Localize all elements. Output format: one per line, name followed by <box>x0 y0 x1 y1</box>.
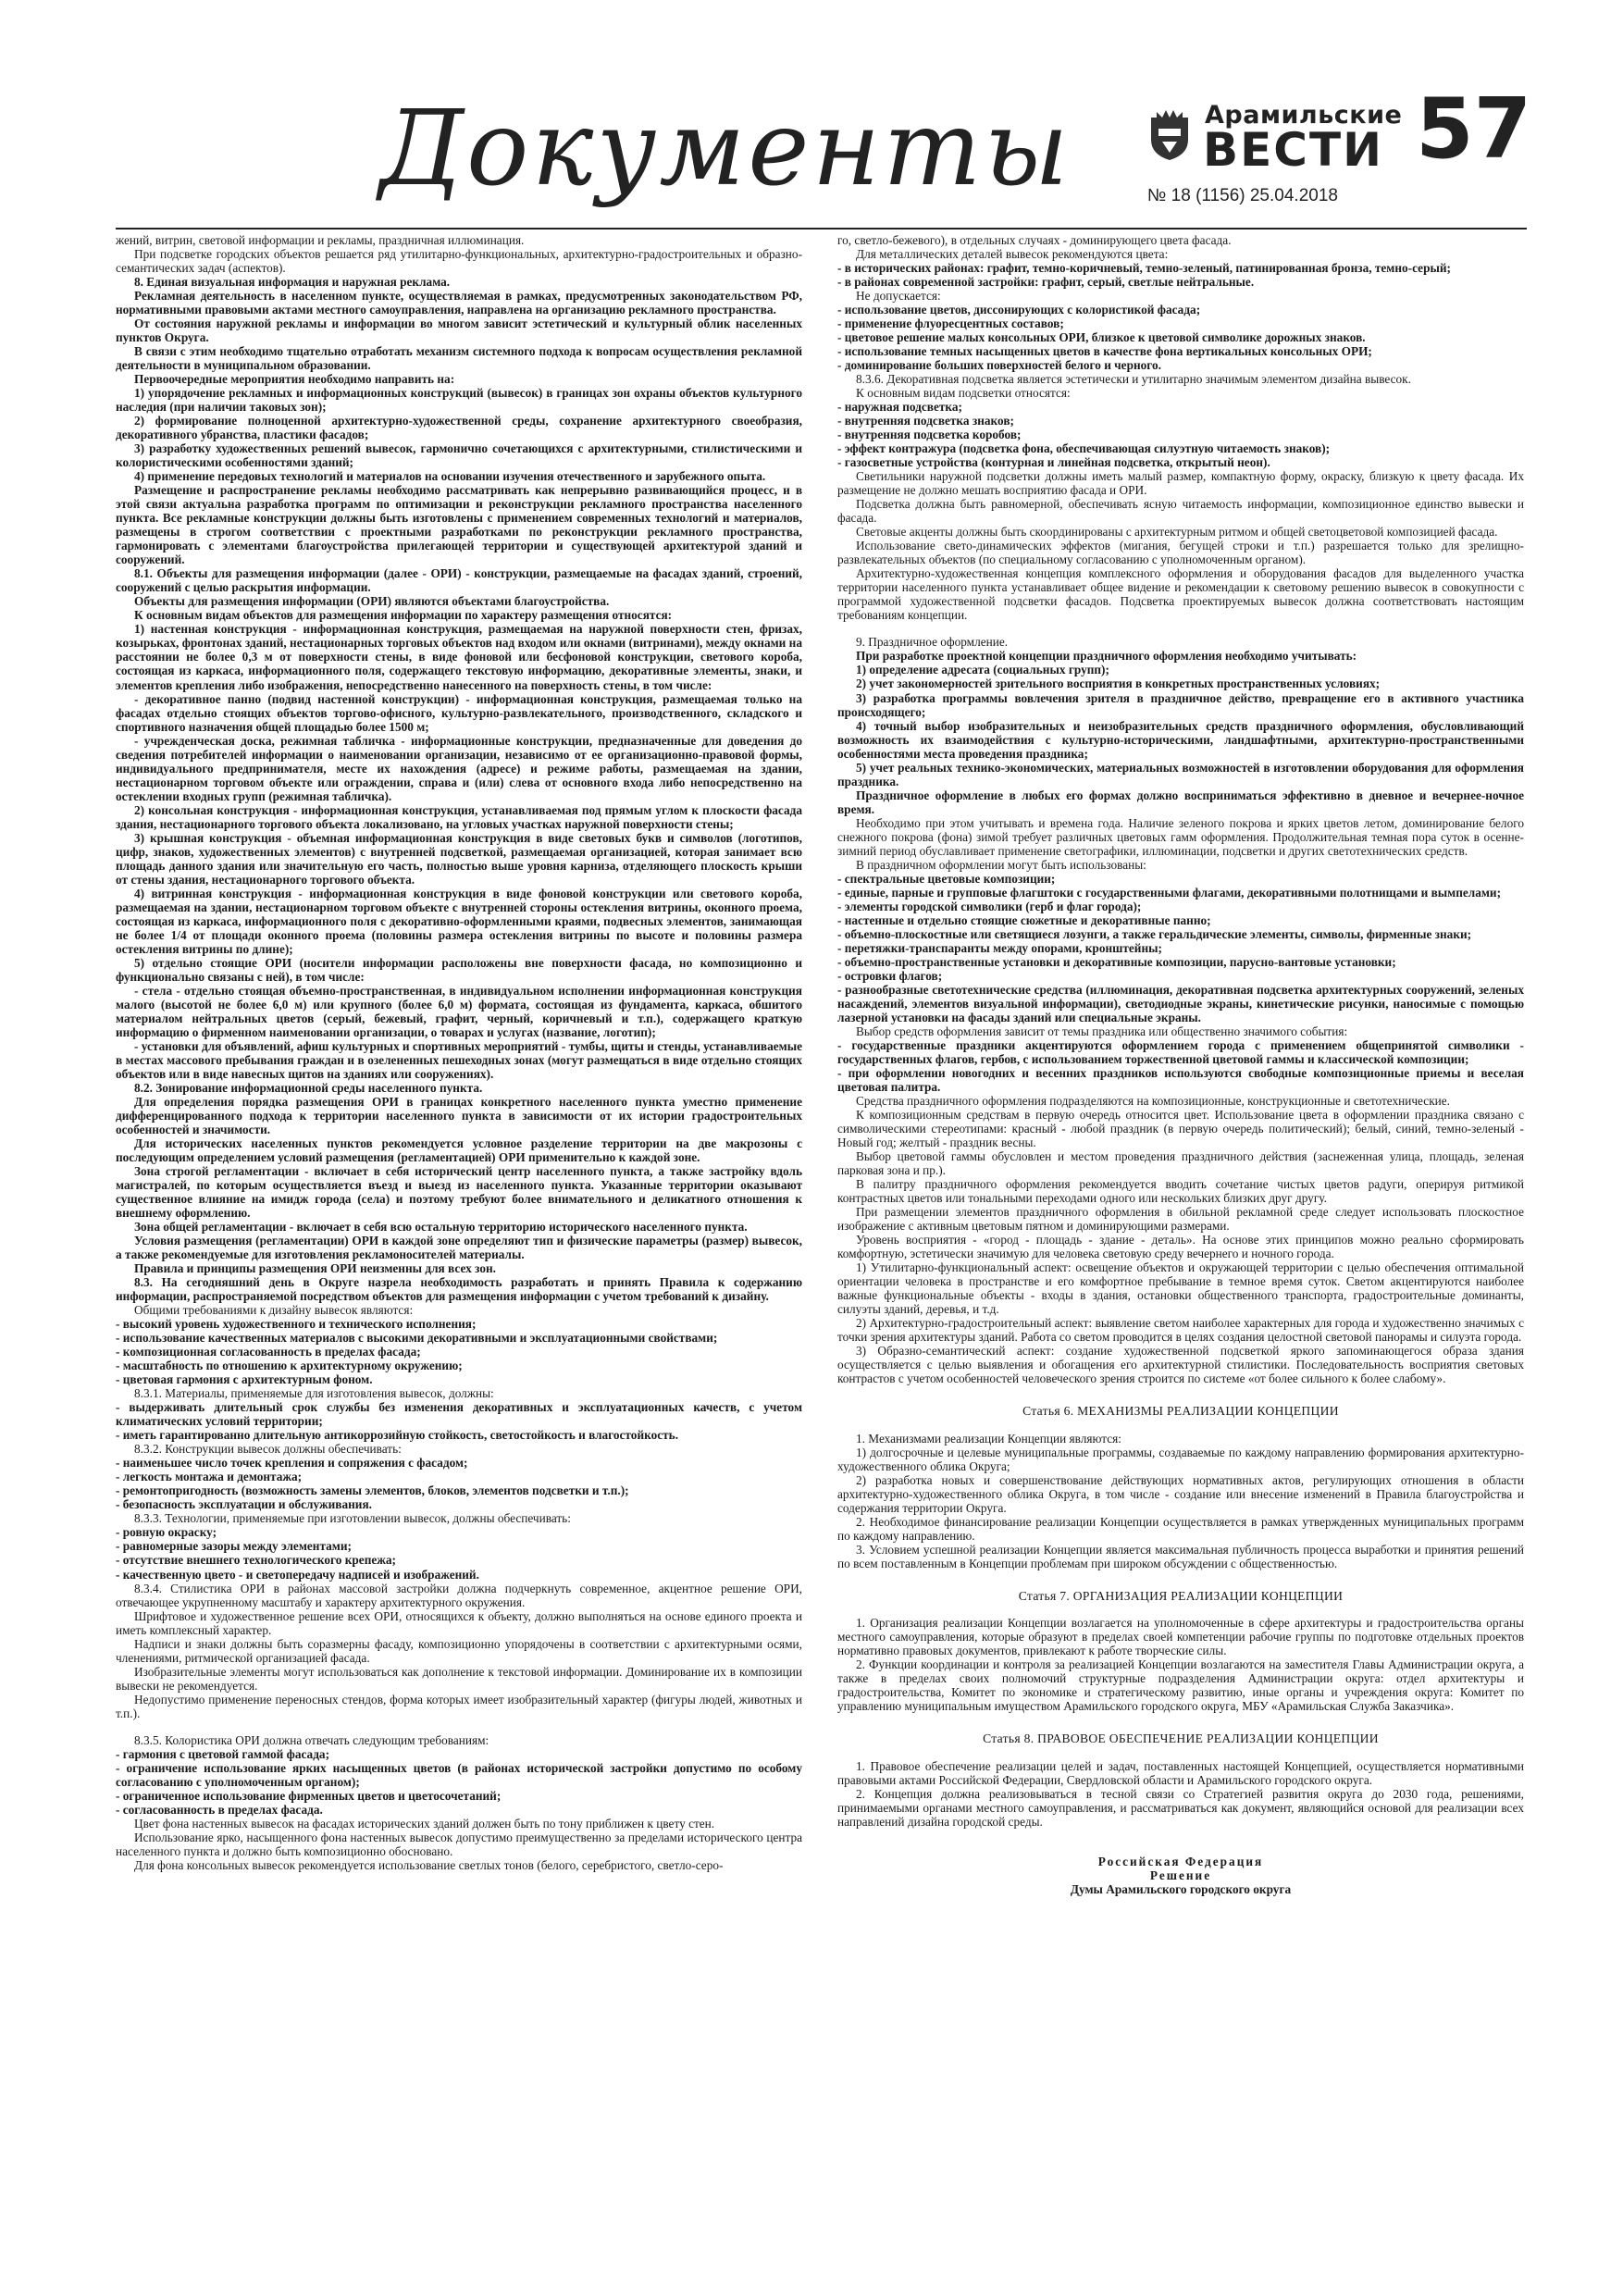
paragraph: Использование свето-динамических эффектов (мигания, бегущей строки и т.п.) разрешается только для зрелищно-развлекательных объектов (по специальному согласованию с уполномоченным органом). <box>837 539 1524 567</box>
article-heading: Статья 7. ОРГАНИЗАЦИЯ РЕАЛИЗАЦИИ КОНЦЕПЦИИ <box>1018 1588 1344 1603</box>
paragraph: Для фона консольных вывесок рекомендуется использование светлых тонов (белого, серебристого, светло-серо- <box>134 1857 724 1872</box>
paragraph: 3) разработку художественных решений вывесок, гармонично сочетающихся с архитектурными, стилистическими и колористическими особенностями зданий; <box>116 441 802 470</box>
paragraph: При подсветке городских объектов решается ряд утилитарно-функциональных, архитектурно-градостроительных и образно-семантических задач (аспектов). <box>116 247 802 276</box>
paragraph: Шрифтовое и художественное решение всех ОРИ, относящихся к объекту, должно выполняться на основе единого проекта и иметь комплексный характер. <box>116 1608 802 1637</box>
paragraph: - выдерживать длительный срок службы без изменения декоративных и эксплуатационных качеств, с учетом климатических условий территории; <box>116 1400 802 1429</box>
paragraph: 1) упорядочение рекламных и информационных конструкций (вывесок) в границах зон охраны объектов культурного наследия (при наличии таковых зон); <box>116 386 802 415</box>
paragraph: - эффект контражура (подсветка фона, обеспечивающая силуэтную читаемость знаков); <box>837 441 1331 456</box>
paragraph: - масштабность по отношению к архитектурному окружению; <box>116 1359 463 1373</box>
paragraph: - декоративное панно (подвид настенной конструкции) - информационная конструкция, размещаемая только на фасадах отдельно стоящих объектов торгово-офисного, культурно-развлекательного, производственного, складского и спортивного назначения общей площадью более 1500 м; <box>116 691 802 734</box>
paragraph: 2) учет закономерностей зрительного восприятия в конкретных пространственных условиях; <box>856 676 1381 691</box>
paragraph: В палитру праздничного оформления рекомендуется вводить сочетание чистых цветов радуги, оперируя ритмикой контрастных цветов или тональными переходами одного или нескольких близких друг другу. <box>837 1177 1524 1206</box>
paragraph: 8.3.6. Декоративная подсветка является эстетически и утилитарно значимым элементом дизайна вывесок. <box>856 372 1411 387</box>
decision-heading: Российская Федерация <box>1097 1854 1264 1868</box>
paragraph: - внутренняя подсветка знаков; <box>837 414 1014 428</box>
paragraph: К основным видам подсветки относятся: <box>856 386 1071 401</box>
spacer <box>837 1842 1524 1855</box>
paragraph: 3) крышная конструкция - объемная информационная конструкция в виде световых букв и символов (логотипов, цифр, знаков, художественных элементов) с внутренней подсветкой, размещаемая организацией, которая занимает всю площадь данного здания или значительную его часть, полностью выше уровня карниза, отделяющего плоскость крыши от стены здания, нестационарного торгового объекта. <box>116 830 802 887</box>
paragraph: - газосветные устройства (контурная и линейная подсветка, открытый неон). <box>837 455 1270 470</box>
paragraph: Архитектурно-художественная концепция комплексного оформления и оборудования фасадов для выделенного участка территории населенного пункта устанавливает общее видение и рекомендации к световому решению вывесок в совокупности с программой художественной подсветки фасадов. Подсветка проектируемых вывесок должна соответствовать настоящим требованиям концепции. <box>837 566 1524 623</box>
paragraph: Первоочередные мероприятия необходимо направить на: <box>134 372 455 387</box>
issue-info: № 18 (1156) 25.04.2018 <box>1147 186 1338 205</box>
paragraph: 8.3.4. Стилистика ОРИ в районах массовой застройки должна подчеркнуть современное, акцентное решение ОРИ, отвечающее укрупненному масштабу и характеру архитектурного окружения. <box>116 1581 802 1609</box>
paragraph: 8. Единая визуальная информация и наружная реклама. <box>134 275 451 290</box>
paragraph: 2) формирование полноценной архитектурно-художественной среды, сохранение архитектурного своеобразия, декоративного убранства, пластики фасадов; <box>116 414 802 442</box>
header-rule <box>116 228 1527 230</box>
paragraph: - разнообразные светотехнические средства (иллюминация, декоративная подсветка архитектурных сооружений, зеленых насаждений, элементов визуальной информации), светодиодные экраны, кинетические рисунки, наносимые с помощью лазерной установки на фасады зданий или специальные экраны. <box>837 982 1524 1024</box>
paragraph: В праздничном оформлении могут быть использованы: <box>856 857 1146 872</box>
spacer <box>837 622 1524 635</box>
paragraph: 1. Организация реализации Концепции возлагается на уполномоченные в сфере архитектуры и градостроительства органы местного самоуправления, которые образуют в пределах своей компетенции рабочие группы по подготовке отдельных проектов нормативно правовых документов, привлекают к работе творческие силы. <box>837 1616 1524 1658</box>
spacer <box>116 1720 802 1733</box>
paragraph: - качественную цвето - и светопередачу надписей и изображений. <box>116 1567 479 1582</box>
paragraph: - объемно-плоскостные или светящиеся лозунги, а также геральдические элементы, символы, фирменные знаки; <box>837 926 1472 941</box>
paragraph: 2) консольная конструкция - информационная конструкция, устанавливаемая под прямым углом к плоскости фасада здания, нестационарного торгового объекта локализовано, на угловых участках наружной поверхности стены; <box>116 802 802 831</box>
paragraph: При разработке проектной концепции праздничного оформления необходимо учитывать: <box>856 649 1357 664</box>
paragraph: Не допускается: <box>856 289 941 304</box>
paragraph: Светильники наружной подсветки должны иметь малый размер, компактную форму, окраску, близкую к цвету фасада. Их размещение не должно мешать восприятию фасада и ОРИ. <box>837 469 1524 498</box>
paragraph: - использование цветов, диссонирующих с колористикой фасада; <box>837 303 1201 317</box>
spacer <box>837 1829 1524 1842</box>
paragraph: 3. Условием успешной реализации Концепции является максимальная публичность процесса выработки и принятия решений по всем поставленным в Концепции проблемам при широком обсуждении с общественностью. <box>837 1542 1524 1570</box>
page-number: 57 <box>1416 81 1532 178</box>
logo-line-2: ВЕСТИ <box>1203 123 1383 177</box>
paragraph: От состояния наружной рекламы и информации во многом зависит эстетический и культурный облик населенных пунктов Округа. <box>116 316 802 345</box>
paragraph: 2. Функции координации и контроля за реализацией Концепции возлагаются на заместителя Главы Администрации округа, а также в пределах своих полномочий структурные подразделения Администрации округа: отдел архитектуры и градостроительства, Комитет по экономике и стратегическому развитию, иные органы и учреждения округа: Комитет по управлению муниципальным имуществом Арамильского городского округа, МБУ «Арамильская Служба Заказчика». <box>837 1657 1524 1714</box>
paragraph: - государственные праздники акцентируются оформлением города с применением общепринятой символики - государственных флагов, гербов, с использованием торжественной цветовой гаммы и классической композиции; <box>837 1037 1524 1066</box>
paragraph: - при оформлении новогодних и весенних праздников используются свободные композиционные приемы и веселая цветовая палитра. <box>837 1065 1524 1094</box>
paragraph: - островки флагов; <box>837 968 943 983</box>
crest-icon <box>1147 108 1192 162</box>
decision-heading: Решение <box>1149 1868 1212 1882</box>
paragraph: - внутренняя подсветка коробов; <box>837 428 1022 442</box>
section-title: Документы <box>379 89 1072 209</box>
newspaper-logo <box>1147 101 1425 184</box>
paragraph: 5) отдельно стоящие ОРИ (носители информации расположены вне поверхности фасада, но композиционно и функционально связаны с ней), в том числе: <box>116 955 802 984</box>
paragraph: Объекты для размещения информации (ОРИ) являются объектами благоустройства. <box>134 594 610 609</box>
paragraph: 1) долгосрочные и целевые муниципальные программы, создаваемые по каждому направлению формирования архитектурно-художественного облика Округа; <box>837 1445 1524 1473</box>
article-heading: Статья 6. МЕХАНИЗМЫ РЕАЛИЗАЦИИ КОНЦЕПЦИИ <box>1022 1404 1339 1419</box>
paragraph: Правила и принципы размещения ОРИ неизменны для всех зон. <box>134 1261 496 1276</box>
paragraph: 8.3.2. Конструкции вывесок должны обеспечивать: <box>134 1442 402 1457</box>
paragraph: Размещение и распространение рекламы необходимо рассматривать как непрерывно развивающийся процесс, и в этой связи актуальна разработка программ по оптимизации и реконструкции рекламного пространства населенного пункта. Все рекламные конструкции должны быть изготовлены с применением современных технологий и материалов, размещены в строгом соответствии с проектными разработками по реконструкции рекламного пространства, гармонировать с элементами благоустройства прилегающей территории и существующей архитектурой зданий и сооружений. <box>116 483 802 567</box>
paragraph: - ремонтопригодность (возможность замены элементов, блоков, элементов подсветки и т.п.); <box>116 1483 629 1498</box>
paragraph: 2) Архитектурно-градостроительный аспект: выявление светом наиболее характерных для города и художественно значимых с точки зрения архитектуры зданий. Работа со светом проводится в целях создания целостной световой панорамы и силуэта города. <box>837 1316 1524 1345</box>
paragraph: 8.1. Объекты для размещения информации (далее - ОРИ) - конструкции, размещаемые на фасадах зданий, строений, сооружений с целью раскрытия информации. <box>116 566 802 595</box>
paragraph: Зона строгой регламентации - включает в себя исторический центр населенного пункта, а также застройку вдоль магистралей, по которым осуществляется въезд и выезд из населенного пункта. Указанные территории оказывают существенное влияние на имидж города (села) и поэтому требуют более внимательного и деликатного отношения к внешнему оформлению. <box>116 1164 802 1221</box>
paragraph: 8.3.1. Материалы, применяемые для изготовления вывесок, должны: <box>134 1386 494 1401</box>
paragraph: Уровень восприятия - «город - площадь - здание - деталь». На основе этих принципов можно реально сформировать комфортную, эстетически значимую для человека световую среду вечернего и ночного города. <box>837 1233 1524 1261</box>
paragraph: - равномерные зазоры между элементами; <box>116 1539 352 1554</box>
paragraph: 8.3.5. Колористика ОРИ должна отвечать следующим требованиям: <box>134 1732 489 1747</box>
paragraph: - цветовое решение малых консольных ОРИ, близкое к цветовой символике дорожных знаков. <box>837 330 1366 345</box>
masthead <box>116 81 1532 217</box>
paragraph: - использование темных насыщенных цветов в качестве фона вертикальных консольных ОРИ; <box>837 344 1372 359</box>
paragraph: К композиционным средствам в первую очередь относится цвет. Использование цвета в оформлении праздника связано с символическими стереотипами: красный - любой праздник (в первую очередь политический); белый, синий, темно-зеленый - Новый год; желтый - праздник весны. <box>837 1107 1524 1149</box>
paragraph: Выбор цветовой гаммы обусловлен и местом проведения праздничного действия (заснеженная улица, площадь, зеленая парковая зона и пр.). <box>837 1149 1524 1178</box>
paragraph: Надписи и знаки должны быть соразмерны фасаду, композиционно упорядочены в соответствии с архитектурными осями, членениями, ритмической организацией фасада. <box>116 1636 802 1665</box>
paragraph: Подсветка должна быть равномерной, обеспечивать ясную читаемость информации, композиционное единство вывески и фасада. <box>837 497 1524 526</box>
paragraph: 3) разработка программы вовлечения зрителя в праздничное действо, превращение его в активного участника происходящего; <box>837 690 1524 719</box>
paragraph: - единые, парные и групповые флагштоки с государственными флагами, декоративными полотнищами и вымпелами; <box>837 885 1502 900</box>
paragraph: - наименьшее число точек крепления и сопряжения с фасадом; <box>116 1456 468 1471</box>
paragraph: Праздничное оформление в любых его формах должно восприниматься эффективно в дневное и вечернее-ночное время. <box>837 788 1524 816</box>
paragraph: - ограничение использование ярких насыщенных цветов (в районах исторической застройки допустимо по особому согласованию с уполномоченным органом); <box>116 1760 802 1789</box>
paragraph: 8.3. На сегодняшний день в Округе назрела необходимость разработать и принять Правила к содержанию информации, распространяемой посредством объектов для размещения информации с учетом требований к дизайну. <box>116 1275 802 1304</box>
paragraph: Использование ярко, насыщенного фона настенных вывесок допустимо преимущественно за пределами исторического центра населенного пункта и должно быть композиционно обосновано. <box>116 1830 802 1858</box>
paragraph: - стела - отдельно стоящая объемно-пространственная, в индивидуальном исполнении информационная конструкция малого (высотой не более 6,0 м) или крупного (более 6,0 м) формата, состоящая из фундамента, каркаса, обшитого материалом нейтральных цветов (серый, бежевый, графит, черный, коричневый и т.п.), содержащего краткую информацию о фирменном наименовании организации, о товарах и услугах (название, логотип); <box>116 983 802 1039</box>
paragraph: 8.3.3. Технологии, применяемые при изготовлении вывесок, должны обеспечивать: <box>134 1511 571 1526</box>
paragraph: - элементы городской символики (герб и флаг города); <box>837 899 1142 913</box>
paragraph: 2. Концепция должна реализовываться в тесной связи со Стратегией развития округа до 2030 года, решениями, принимаемыми органами местного самоуправления, и рассматриваться как документ, являющийся основой для реализации всех направлений дизайна городской среды. <box>837 1786 1524 1829</box>
paragraph: 1) Утилитарно-функциональный аспект: освещение объектов и окружающей территории с целью обеспечения оптимальной ориентации человека в пространстве и его комфортное пребывание в темное время суток. Светом акцентируются наиболее важные функциональные объекты - входы в здания, остановки общественного транспорта, градостроительные доминанты, силуэты зданий, деревья, и т.д. <box>837 1260 1524 1317</box>
paragraph: При размещении элементов праздничного оформления в обильной рекламной среде следует использовать плоскостное изображение с активным цветовым пятном и доминирующими размерами. <box>837 1205 1524 1234</box>
decision-heading: Думы Арамильского городского округа <box>1070 1881 1292 1896</box>
paragraph: 5) учет реальных технико-экономических, материальных возможностей в изготовлении оборудования для оформления праздника. <box>837 760 1524 788</box>
paragraph: - композиционная согласованность в пределах фасада; <box>116 1345 421 1359</box>
paragraph: го, светло-бежевого), в отдельных случаях - доминирующего цвета фасада. <box>837 233 1232 247</box>
paragraph: Зона общей регламентации - включает в себя всю остальную территорию исторического населенного пункта. <box>134 1220 748 1235</box>
paragraph: Необходимо при этом учитывать и времена года. Наличие зеленого покрова и ярких цветов летом, доминирование белого снежного покрова (фона) зимой требует различных цветовых гамм оформления. Продолжительная темная пора суток в осенне-зимний период обуславливает применение светографики, иллюминации, подсветки и других светотехнических средств. <box>837 815 1524 858</box>
paragraph: 9. Праздничное оформление. <box>856 635 1009 650</box>
paragraph: К основным видам объектов для размещения информации по характеру размещения относятся: <box>134 608 673 623</box>
paragraph: Световые акценты должны быть скоординированы с архитектурным ритмом и общей светоцветовой композицией фасада. <box>856 525 1498 540</box>
paragraph: - в районах современной застройки: графит, серый, светлые нейтральные. <box>837 275 1255 290</box>
paragraph: - легкость монтажа и демонтажа; <box>116 1470 303 1484</box>
paragraph: - ровную окраску; <box>116 1525 217 1540</box>
paragraph: Для определения порядка размещения ОРИ в границах конкретного населенного пункта уместно применение дифференцированного подхода к территории населенного пункта в зависимости от их истории градостроительных особенностей и значимости. <box>116 1094 802 1136</box>
paragraph: жений, витрин, световой информации и рекламы, праздничная иллюминация. <box>116 233 525 247</box>
paragraph: - использование качественных материалов с высокими декоративными и эксплуатационными свойствами; <box>116 1331 718 1346</box>
paragraph: - гармония с цветовой гаммой фасада; <box>116 1746 329 1761</box>
paragraph: Недопустимо применение переносных стендов, форма которых имеет изобразительный характер (фигуры людей, животных и т.п.). <box>116 1692 802 1720</box>
paragraph: - иметь гарантированно длительную антикоррозийную стойкость, светостойкость и влагостойкость. <box>116 1428 679 1443</box>
paragraph: 4) витринная конструкция - информационная конструкция в виде фоновой конструкции или светового короба, размещаемая на здании, нестационарном торговом объекте с внутренней стороны остекления витрины, оконного проема, состоящая из каркаса, информационного поля с декоративно-оформленными краями, подвесных элементов, занимающая не более 1/4 от площади оконного проема (половины размера остекления витрины по высоте и половины размера остекления витрины по длине); <box>116 886 802 956</box>
paragraph: Общими требованиями к дизайну вывесок являются: <box>134 1303 414 1318</box>
paragraph: Изобразительные элементы могут использоваться как дополнение к текстовой информации. Доминирование их в композиции вывески не рекомендуется. <box>116 1664 802 1693</box>
paragraph: Условия размещения (регламентации) ОРИ в каждой зоне определяют тип и физические параметры (размер) вывесок, а также рекомендуемые для изготовления рекламоносителей материалы. <box>116 1234 802 1262</box>
paragraph: - наружная подсветка; <box>837 400 962 415</box>
paragraph: 3) Образно-семантический аспект: создание художественной подсветкой яркого запоминающегося образа здания осуществляется с целью выявления и обогащения его архитектурной стилистики. Последовательность восприятия световых контрастов с учетом особенностей человеческого зрения строится по системе «от более сильного к более слабому». <box>837 1344 1524 1386</box>
paragraph: 2) разработка новых и совершенствование действующих нормативных актов, регулирующих отношения в области архитектурно-художественного облика Округа, в том числе - создание или внесение изменений в Правила благоустройства и содержания территории Округа. <box>837 1472 1524 1515</box>
paragraph: - объемно-пространственные установки и декоративные композиции, парусно-вантовые установки; <box>837 954 1396 969</box>
paragraph: 1. Механизмами реализации Концепции являются: <box>856 1431 1121 1446</box>
article-heading: Статья 8. ПРАВОВОЕ ОБЕСПЕЧЕНИЕ РЕАЛИЗАЦИИ КОНЦЕПЦИИ <box>983 1731 1379 1746</box>
paragraph: 8.2. Зонирование информационной среды населенного пункта. <box>134 1080 483 1095</box>
paragraph: Для исторических населенных пунктов рекомендуется условное разделение территории на две макрозоны с последующим определением условий размещения (регламентацией) ОРИ применительно к каждой зоне. <box>116 1136 802 1165</box>
paragraph: - применение флуоресцентных составов; <box>837 316 1064 331</box>
paragraph: Цвет фона настенных вывесок на фасадах исторических зданий должен быть по тону приближен к цвету стен. <box>134 1816 715 1831</box>
paragraph: - учрежденческая доска, режимная табличка - информационные конструкции, предназначенные для доведения до сведения потребителей информации о наименовании организации, независимо от ее организационно-правовой формы, индивидуального предпринимателя, месте их нахождения (адресе) и режиме работы, размещаемая на здании, нестационарном торговом объекте или ограждении, справа и (или) слева от основного входа либо непосредственно на остеклении входных групп (режимная табличка). <box>116 733 802 803</box>
text-column-right <box>837 233 1524 2223</box>
paragraph: - высокий уровень художественного и технического исполнения; <box>116 1317 477 1332</box>
paragraph: 1. Правовое обеспечение реализации целей и задач, поставленных настоящей Концепцией, осуществляется нормативными правовыми актами Российской Федерации, Свердловской области и Арамильского городского округа. <box>837 1758 1524 1787</box>
paragraph: Выбор средств оформления зависит от темы праздника или общественно значимого события: <box>856 1024 1348 1038</box>
paragraph: - цветовая гармония с архитектурным фоном. <box>116 1372 373 1387</box>
text-column-left <box>116 233 802 2223</box>
paragraph: - доминирование больших поверхностей белого и черного. <box>837 358 1161 373</box>
paragraph: - спектральные цветовые композиции; <box>837 871 1056 886</box>
paragraph: - безопасность эксплуатации и обслуживания. <box>116 1497 372 1512</box>
paragraph: 1) определение адресата (социальных групп); <box>856 663 1109 677</box>
paragraph: Средства праздничного оформления подразделяются на композиционные, конструкционные и светотехнические. <box>856 1093 1450 1108</box>
paragraph: - в исторических районах: графит, темно-коричневый, темно-зеленый, патинированная бронза, темно-серый; <box>837 261 1451 276</box>
paragraph: 4) применение передовых технологий и материалов на основании изучения отечественного и зарубежного опыта. <box>134 469 766 484</box>
paragraph: - установки для объявлений, афиш культурных и спортивных мероприятий - тумбы, щиты и стенды, устанавливаемые в местах массового пребывания граждан и в озелененных пешеходных зонах (могут размещаться в виде отдельно стоящих объектов или в виде навесных щитов на зданиях или сооружениях). <box>116 1038 802 1081</box>
paragraph: - ограниченное использование фирменных цветов и цветосочетаний; <box>116 1788 502 1803</box>
paragraph: В связи с этим необходимо тщательно отработать механизм системного подхода к вопросам осуществления рекламной деятельности в муниципальном образовании. <box>116 344 802 373</box>
logo-line-1: Арамильские <box>1205 101 1403 130</box>
paragraph: Рекламная деятельность в населенном пункте, осуществляемая в рамках, предусмотренных законодательством РФ, нормативными правовыми актами местного самоуправления, направлена на организацию рекламного пространства. <box>116 289 802 317</box>
paragraph: 1) настенная конструкция - информационная конструкция, размещаемая на наружной поверхности стен, фризах, козырьках, фронтонах зданий, нестационарных торговых объектов над входом или окнами (витринами), между окнами на расстоянии не более 0,3 м от поверхности стены, в виде фоновой или бесфоновой конструкции, светового короба, состоящая из каркаса, информационного поля, содержащего текстовую информацию, декоративные элементы, знаки, и элементов крепления либо изображения, непосредственно нанесенного на поверхность стены, в том числе: <box>116 622 802 692</box>
paragraph: Для металлических деталей вывесок рекомендуются цвета: <box>856 247 1169 262</box>
paragraph: 4) точный выбор изобразительных и неизобразительных средств праздничного оформления, обусловливающий возможность их взаимодействия с культурно-историческими, ландшафтными, архитектурно-пространственными особенностями места проведения праздника; <box>837 718 1524 761</box>
paragraph: - отсутствие внешнего технологического крепежа; <box>116 1553 396 1568</box>
paragraph: - перетяжки-транспаранты между опорами, кронштейны; <box>837 940 1162 955</box>
paragraph: - настенные и отдельно стоящие сюжетные и декоративные панно; <box>837 912 1211 927</box>
paragraph: 2. Необходимое финансирование реализации Концепции осуществляется в рамках утвержденных муниципальных программ по каждому направлению. <box>837 1514 1524 1543</box>
paragraph: - согласованность в пределах фасада. <box>116 1802 323 1817</box>
